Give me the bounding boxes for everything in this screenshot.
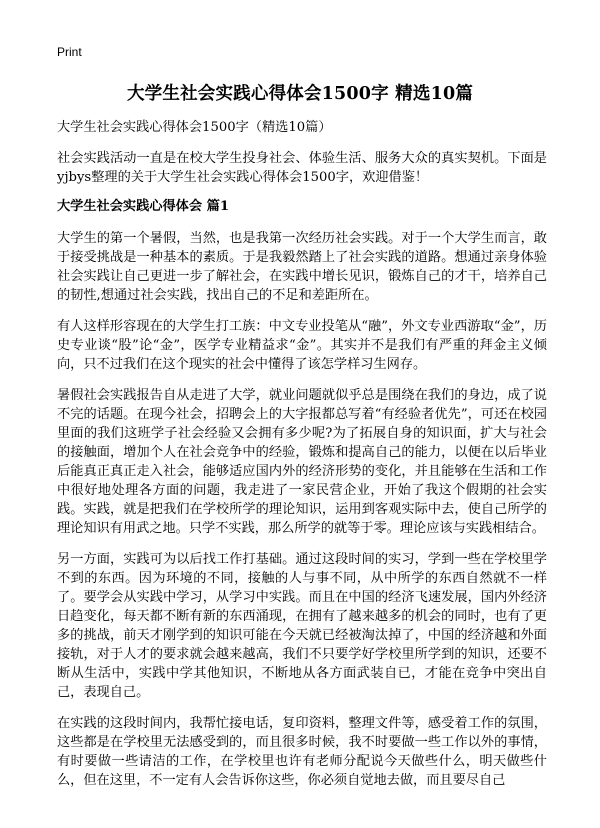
page-title: 大学生社会实践心得体会1500字 精选10篇 xyxy=(126,84,474,104)
body-paragraph: 另一方面，实践可为以后找工作打基础。通过这段时间的实习，学到一些在学校里学不到的东西。因为环境的不同，接触的人与事不同，从中所学的东西自然就不一样了。要学会从实践中学习，从学习中实践。而且在中国的经济飞速发展，国内外经济日趋变化，每天都不断有新的东西涌现，在拥有了越来越多的机会的同时，也有了更多的挑战，前天才刚学到的知识可能在今天就已经被淘汰掉了，中国的经济越和外面接轨，对于人才的要求就会越来越高，我们不只要学好学校里所学到的知识，还要不断从生活中，实践中学其他知识，不断地从各方面武装自已，才能在竞争中突出自己，表现自己。 xyxy=(57,552,547,700)
body-paragraph: 有人这样形容现在的大学生打工族：中文专业投笔从“融”，外文专业西游取“金”，历史专业谈“股”论“金”，医学专业精益求“金”。其实并不是我们有严重的拜金主义倾向，只不过我们在这个现实的社会中懂得了该怎学样习生网存。 xyxy=(57,319,547,372)
body-paragraph: 在实践的这段时间内，我帮忙接电话，复印资料，整理文件等，感受着工作的氛围，这些都是在学校里无法感受到的，而且很多时候，我不时要做一些工作以外的事情，有时要做一些请洁的工作，在学校里也许有老师分配说今天做些什么，明天做些什么，但在这里，不一定有人会告诉你这些，你必须自觉地去做，而且要尽自己 xyxy=(57,716,547,788)
article-subtitle: 大学生社会实践心得体会1500字（精选10篇） xyxy=(57,120,332,135)
print-link[interactable]: Print xyxy=(57,45,82,59)
article-body xyxy=(57,118,547,802)
body-paragraph: 大学生的第一个暑假，当然，也是我第一次经历社会实践。对于一个大学生而言，敢于接受挑战是一种基本的素质。于是我毅然踏上了社会实践的道路。想通过亲身体验社会实践让自己更进一步了解社会，在实践中增长见识，锻炼自己的才干，培养自己的韧性,想通过社会实践，找出自己的不足和差距所在。 xyxy=(57,231,547,303)
section-heading: 大学生社会实践心得体会 篇1 xyxy=(57,199,230,214)
intro-paragraph: 社会实践活动一直是在校大学生投身社会、体验生活、服务大众的真实契机。下面是yjbys整理的关于大学生社会实践心得体会1500字，欢迎借鉴！ xyxy=(57,151,547,185)
body-paragraph: 暑假社会实践报告自从走进了大学，就业问题就似乎总是围绕在我们的身边，成了说不完的话题。在现今社会，招聘会上的大字报都总写着“有经验者优先”，可还在校园里面的我们这班学子社会经验又会拥有多少呢?为了拓展自身的知识面，扩大与社会的接触面，增加个人在社会竞争中的经验，锻炼和提高自己的能力，以便在以后毕业后能真正真正走入社会，能够适应国内外的经济形势的变化，并且能够在生活和工作中很好地处理各方面的问题，我走进了一家民营企业，开始了我这个假期的社会实践。实践，就是把我们在学校所学的理论知识，运用到客观实际中去，使自己所学的理论知识有用武之地。只学不实践，那么所学的就等于零。理论应该与实践相结合。 xyxy=(57,388,547,536)
